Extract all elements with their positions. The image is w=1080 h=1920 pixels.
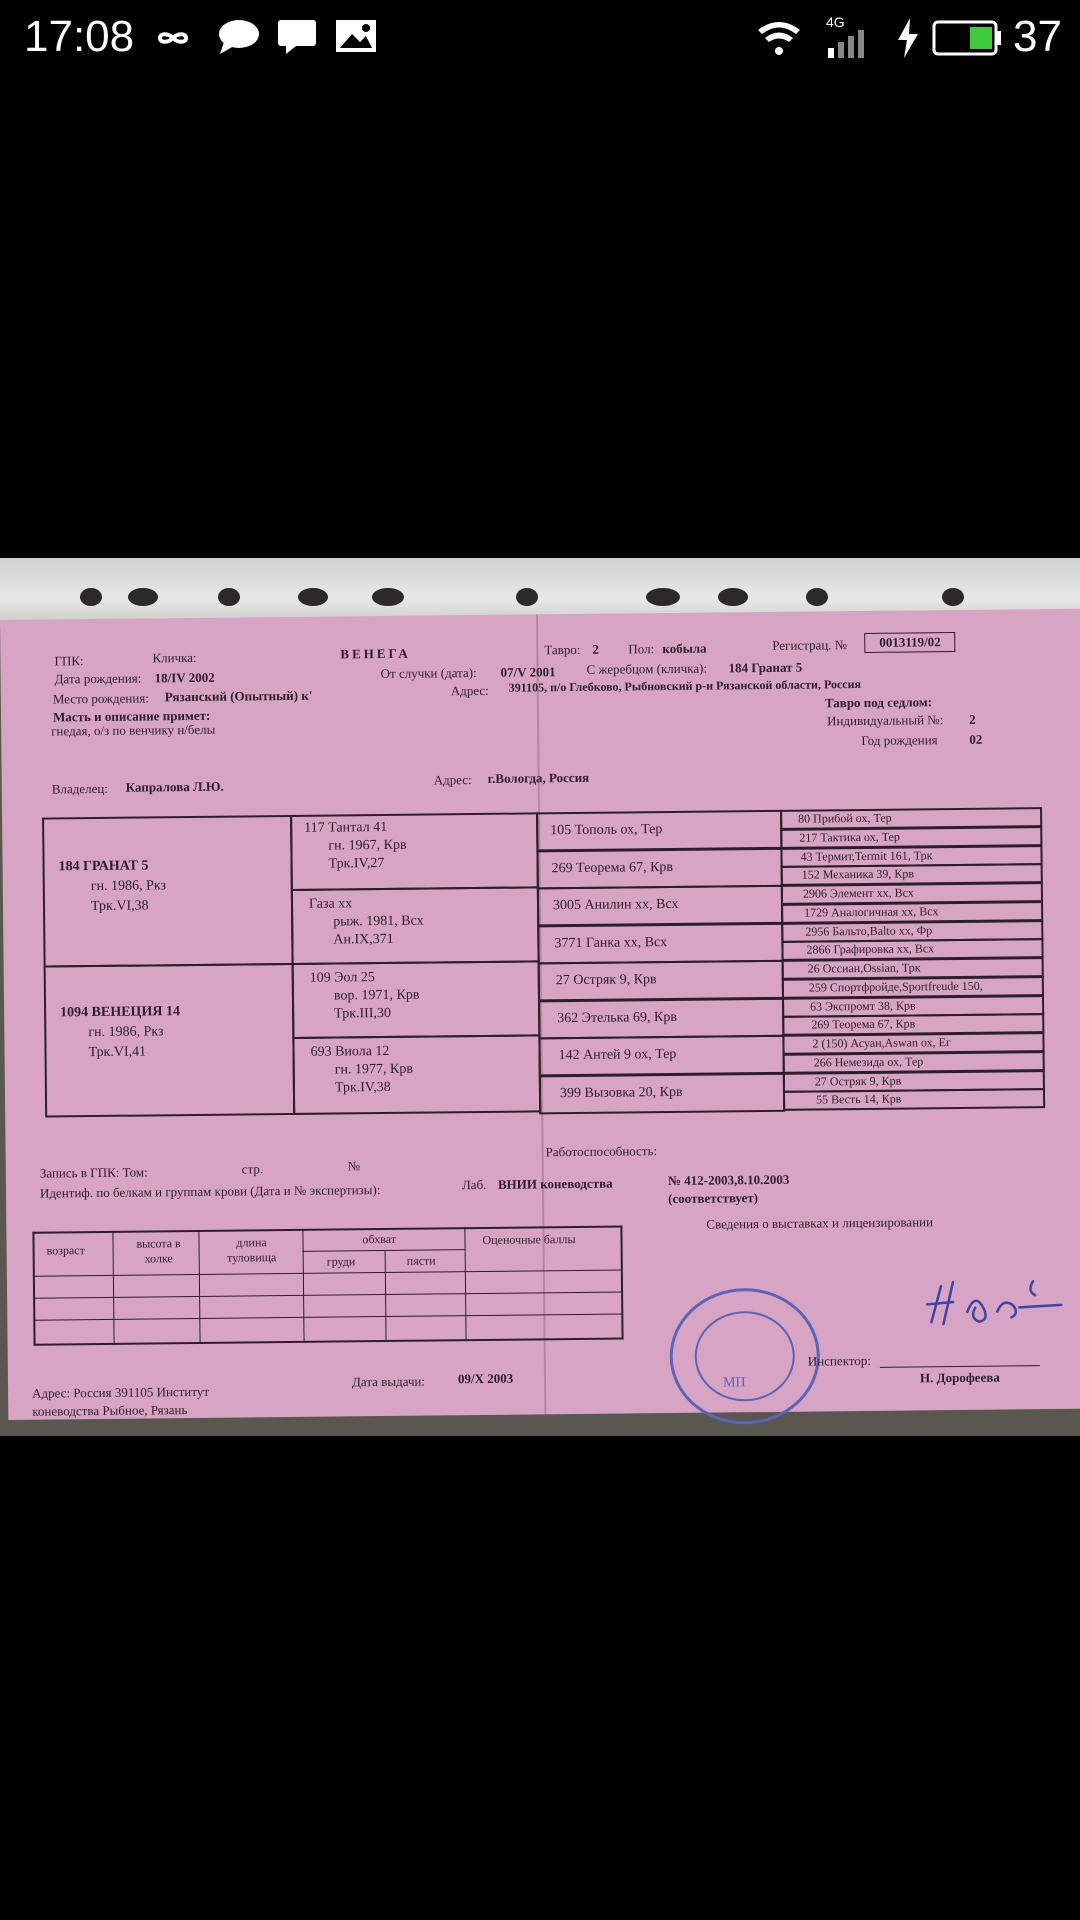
- battery-percent: 37: [1013, 12, 1062, 61]
- owner-addr-label: Адрес:: [433, 772, 472, 788]
- dam-cell: [44, 963, 296, 1118]
- expertise-value: № 412-2003,8.10.2003: [667, 1171, 790, 1189]
- issue-value: 09/X 2003: [457, 1370, 514, 1387]
- table-line: [112, 1231, 114, 1345]
- g4-label: 266 Немезида ох, Тер: [813, 1054, 924, 1070]
- corresponds-value: (соответствует): [668, 1190, 759, 1207]
- horse-passport: [0, 609, 1080, 1420]
- zherebec-value: 184 Гранат 5: [728, 659, 803, 676]
- god-label: Год рождения: [861, 732, 938, 748]
- g3-label: 269 Теорема 67, Крв: [551, 859, 674, 876]
- klichka-label: Кличка:: [152, 649, 197, 666]
- mast-value: гнедая, о/з по венчику н/белы: [51, 721, 216, 739]
- col-chest: груди: [326, 1254, 356, 1269]
- lab-label: Лаб.: [461, 1176, 487, 1193]
- punch-hole: [806, 588, 828, 606]
- birthplace-label: Место рождения:: [52, 690, 149, 707]
- g4-label: 2906 Элемент хх, Всх: [802, 885, 914, 901]
- sire-info: гн. 1986, Ркз: [90, 878, 167, 895]
- dob-label: Дата рождения:: [54, 670, 142, 687]
- g4-label: 152 Механика 39, Крв: [801, 866, 915, 882]
- inst-addr-2: коневодства Рыбное, Рязань: [32, 1402, 188, 1419]
- rabot-label: Работоспособность:: [545, 1143, 658, 1160]
- sire-cell: [42, 815, 294, 968]
- punch-hole: [128, 588, 158, 606]
- dam-info: гн. 1986, Ркз: [88, 1024, 164, 1041]
- g2-name: 117 Тантал 41: [304, 819, 388, 836]
- tavro-sedlom: Тавро под седлом:: [824, 694, 933, 711]
- g4-label: 217 Тактика ох, Тер: [799, 829, 900, 845]
- g4-label: 27 Остряк 9, Крв: [814, 1073, 902, 1088]
- identif-label: Идентиф. по белкам и группам крови (Дата и № экспертизы):: [39, 1182, 381, 1201]
- zherebec-label: С жеребцом (кличка):: [586, 660, 708, 677]
- address-value: 391105, п/о Глебково, Рыбновский р-н Рязанской области, Россия: [508, 676, 862, 695]
- status-time: 17:08: [24, 12, 135, 61]
- g4-label: 26 Оссиан,Ossian, Трк: [807, 960, 921, 976]
- table-line: [464, 1227, 466, 1341]
- punch-hole: [372, 588, 404, 606]
- g3-label: 3005 Анилин хх, Всх: [552, 896, 679, 914]
- g3-label: 142 Антей 9 ох, Тер: [558, 1046, 677, 1064]
- g2-info: рыж. 1981, Всх: [333, 913, 424, 930]
- table-line: [198, 1230, 200, 1344]
- sire-name: 184 ГРАНАТ 5: [58, 858, 149, 875]
- g4-label: 259 Спортфройде,Sportfreude 150,: [808, 978, 983, 995]
- g4-label: 80 Прибой ох, Тер: [798, 810, 892, 826]
- god-value: 02: [969, 731, 983, 747]
- col-pastern: пясти: [406, 1253, 436, 1268]
- col-length: длина туловища: [227, 1235, 277, 1265]
- registr-value: 0013119/02: [864, 632, 956, 653]
- document-photo: [0, 558, 1080, 1436]
- col-height: высота в холке: [136, 1236, 181, 1266]
- mast-label: Масть и описание примет:: [52, 707, 211, 725]
- table-line: [33, 1292, 623, 1299]
- sluchki-label: От случки (дата):: [380, 665, 477, 682]
- sire-score: Трк.VI,38: [90, 898, 149, 915]
- g2-name: Газа хх: [308, 896, 353, 912]
- pedigree-table: [42, 807, 1055, 1118]
- birthplace-value: Рязанский (Опытный) к': [164, 687, 313, 705]
- punch-hole: [516, 588, 538, 606]
- g3-label: 3771 Ганка хх, Всх: [554, 934, 668, 951]
- table-line: [33, 1314, 623, 1321]
- g2-score: Трк.IV,27: [328, 855, 385, 872]
- dob-value: 18/IV 2002: [154, 669, 215, 686]
- punch-hole: [646, 588, 680, 606]
- dam-name: 1094 ВЕНЕЦИЯ 14: [60, 1004, 180, 1021]
- tavro-label: Тавро:: [544, 641, 581, 658]
- bottom-black-area: [0, 1436, 1080, 1920]
- dam-score: Трк.VI,41: [88, 1044, 147, 1061]
- g4-label: 55 Весть 14, Крв: [815, 1091, 902, 1107]
- g3-label: 399 Вызовка 20, Крв: [559, 1084, 683, 1101]
- sluchki-value: 07/V 2001: [500, 664, 556, 680]
- g4-label: 2 (150) Асуан,Aswan ох, Ег: [812, 1035, 951, 1051]
- table-line: [620, 1226, 623, 1340]
- g3-label: 27 Остряк 9, Крв: [555, 972, 657, 989]
- signature-line: [880, 1365, 1040, 1368]
- inspector-label: Инспектор:: [807, 1352, 871, 1369]
- g2-score: Ан.IX,371: [333, 931, 394, 948]
- official-stamp: [669, 1287, 820, 1425]
- horse-name: ВЕНЕГА: [340, 645, 411, 662]
- table-line: [303, 1249, 465, 1252]
- owner-label: Владелец:: [51, 780, 108, 797]
- table-line: [32, 1232, 35, 1346]
- wifi-icon: [756, 18, 802, 58]
- g4-label: 269 Теорема 67, Крв: [811, 1016, 916, 1032]
- col-scores: Оценочные баллы: [482, 1232, 576, 1247]
- g2-score: Трк.IV,38: [334, 1079, 391, 1096]
- punch-hole: [942, 588, 964, 606]
- gpk-label: ГПК:: [54, 653, 84, 669]
- g3-label: 362 Этелька 69, Крв: [557, 1009, 677, 1026]
- inst-addr-1: Адрес: Россия 391105 Институт: [32, 1383, 210, 1401]
- col-girth: обхват: [362, 1231, 396, 1247]
- zapis-label: Запись в ГПК: Том:: [39, 1164, 148, 1181]
- g2-name: 109 Эол 25: [309, 970, 375, 986]
- message-icon: [276, 18, 318, 56]
- g2-score: Трк.III,30: [334, 1005, 392, 1022]
- table-line: [302, 1229, 304, 1343]
- g2-info: гн. 1977, Крв: [334, 1061, 413, 1078]
- inspector-name: Н. Дорофеева: [919, 1369, 1000, 1386]
- g2-info: вор. 1971, Крв: [333, 987, 420, 1004]
- punch-hole: [218, 588, 240, 606]
- status-bar: [0, 0, 1080, 76]
- g4-label: 2956 Бальто,Balto хх, Фр: [805, 922, 933, 939]
- col-age: возраст: [46, 1243, 85, 1258]
- image-icon: [334, 18, 378, 54]
- address-label: Адрес:: [450, 682, 489, 699]
- issue-label: Дата выдачи:: [351, 1373, 426, 1390]
- str-label: стр.: [241, 1161, 264, 1177]
- infinity-icon: [148, 22, 198, 54]
- punch-hole: [298, 588, 328, 606]
- table-line: [385, 1250, 387, 1342]
- pol-value: кобыла: [662, 640, 707, 657]
- tavro-value: 2: [592, 641, 599, 657]
- registr-label: Регистрац. №: [772, 637, 848, 653]
- stamp-mp: МП: [722, 1375, 746, 1391]
- g2-name: 693 Виола 12: [310, 1043, 390, 1060]
- lab-value: ВНИИ коневодства: [497, 1175, 613, 1192]
- table-line: [34, 1338, 624, 1346]
- network-type: 4G: [826, 14, 845, 30]
- g4-label: 2866 Графировка хх, Всх: [806, 941, 935, 957]
- g4-label: 1729 Аналогичная хх, Всх: [804, 903, 939, 920]
- individ-label: Индивидуальный №:: [827, 712, 944, 729]
- punch-hole: [80, 588, 102, 606]
- g4-label: 43 Термит,Termit 161, Трк: [800, 847, 933, 864]
- g2-info: гн. 1967, Крв: [328, 837, 407, 854]
- charging-icon: [896, 18, 920, 58]
- owner-value: Капралова Л.Ю.: [125, 778, 224, 795]
- pol-label: Пол:: [628, 641, 655, 657]
- table-line: [33, 1270, 623, 1277]
- g3-label: 105 Тополь ох, Тер: [550, 822, 663, 839]
- inspector-signature: [923, 1277, 1064, 1328]
- individ-value: 2: [969, 711, 976, 727]
- no-label: №: [347, 1158, 361, 1174]
- signal-icon: [826, 30, 880, 60]
- exhibitions-label: Сведения о выставках и лицензировании: [706, 1214, 934, 1232]
- g4-label: 63 Экспромт 38, Крв: [810, 997, 916, 1014]
- chat-bubble-icon: [218, 18, 260, 56]
- owner-addr-value: г.Вологда, Россия: [487, 769, 590, 786]
- punch-hole: [718, 588, 748, 606]
- measurement-table: [32, 1226, 623, 1352]
- battery-icon: [932, 20, 1002, 56]
